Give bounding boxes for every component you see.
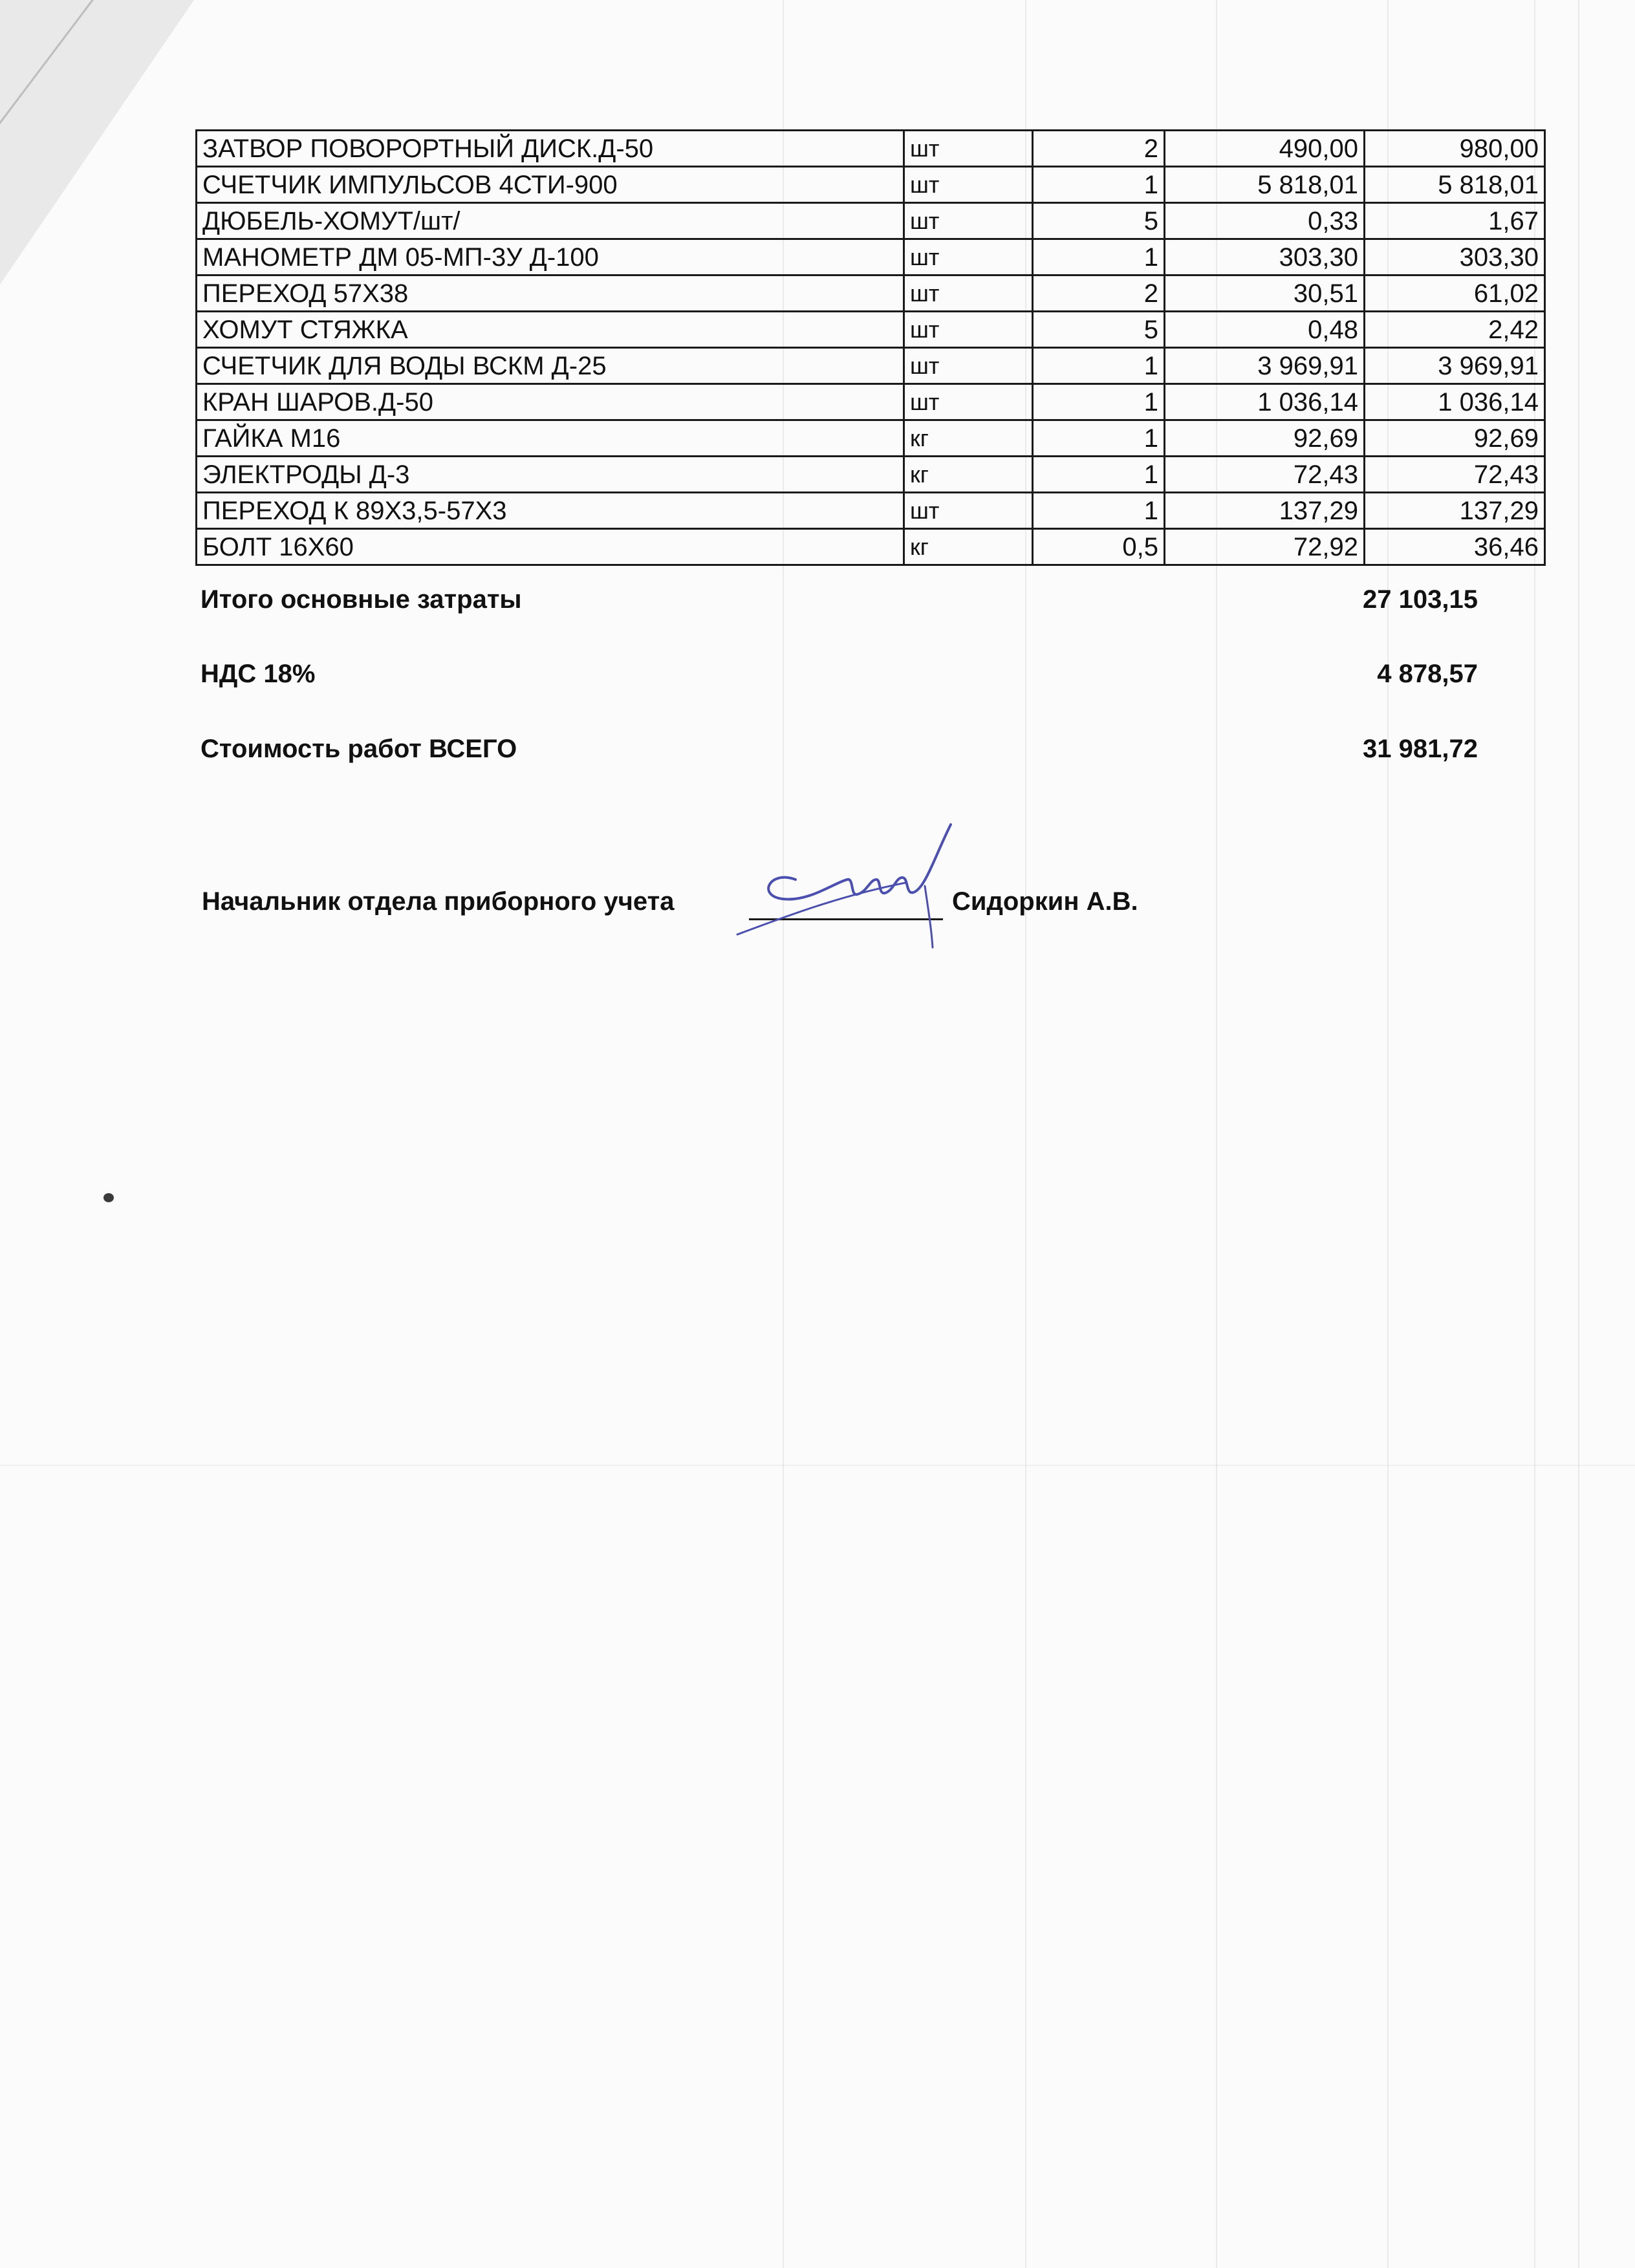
item-price: 490,00 [1165,131,1365,167]
item-price: 30,51 [1165,275,1365,312]
item-name: ПЕРЕХОД 57Х38 [197,275,904,312]
item-sum: 1 036,14 [1365,384,1545,420]
table-row [197,167,1545,203]
item-price: 0,48 [1165,312,1365,348]
table-row [197,312,1545,348]
item-qty: 0,5 [1033,529,1165,565]
item-sum: 61,02 [1365,275,1545,312]
item-price: 303,30 [1165,239,1365,275]
item-qty: 1 [1033,493,1165,529]
item-price: 72,43 [1165,457,1365,493]
total-base-value: 27 103,15 [1363,585,1478,614]
item-qty: 1 [1033,384,1165,420]
item-name: СЧЕТЧИК ДЛЯ ВОДЫ ВСКМ Д-25 [197,348,904,384]
total-grand-label: Стоимость работ ВСЕГО [200,735,517,763]
total-base-label: Итого основные затраты [200,585,522,614]
signatory-name: Сидоркин А.В. [952,887,1138,916]
item-sum: 303,30 [1365,239,1545,275]
item-sum: 36,46 [1365,529,1545,565]
table-row [197,348,1545,384]
item-unit: кг [904,529,1033,565]
total-base-row [200,585,1478,614]
table-row [197,239,1545,275]
item-qty: 5 [1033,203,1165,239]
item-name: ГАЙКА М16 [197,420,904,457]
item-name: ДЮБЕЛЬ-ХОМУТ/шт/ [197,203,904,239]
item-name: ЭЛЕКТРОДЫ Д-3 [197,457,904,493]
total-vat-value: 4 878,57 [1377,660,1478,688]
item-qty: 1 [1033,167,1165,203]
items-table [195,129,1546,566]
handwritten-signature [711,818,996,960]
item-sum: 980,00 [1365,131,1545,167]
paper-speck [103,1193,114,1202]
item-qty: 2 [1033,275,1165,312]
table-row [197,493,1545,529]
table-row [197,420,1545,457]
signatory-position: Начальник отдела приборного учета [202,887,675,916]
item-name: ХОМУТ СТЯЖКА [197,312,904,348]
item-name: МАНОМЕТР ДМ 05-МП-3У Д-100 [197,239,904,275]
item-sum: 137,29 [1365,493,1545,529]
table-row [197,275,1545,312]
item-unit: шт [904,384,1033,420]
item-name: КРАН ШАРОВ.Д-50 [197,384,904,420]
item-unit: шт [904,167,1033,203]
folded-corner [0,0,194,285]
item-qty: 5 [1033,312,1165,348]
item-name: ЗАТВОР ПОВОРОРТНЫЙ ДИСК.Д-50 [197,131,904,167]
item-sum: 5 818,01 [1365,167,1545,203]
item-sum: 92,69 [1365,420,1545,457]
item-price: 72,92 [1165,529,1365,565]
item-name: БОЛТ 16Х60 [197,529,904,565]
table-row [197,131,1545,167]
item-name: СЧЕТЧИК ИМПУЛЬСОВ 4СТИ-900 [197,167,904,203]
items-table-body [197,131,1545,565]
item-sum: 2,42 [1365,312,1545,348]
item-sum: 72,43 [1365,457,1545,493]
item-sum: 1,67 [1365,203,1545,239]
scan-streak [0,1465,1635,1466]
item-price: 0,33 [1165,203,1365,239]
item-qty: 1 [1033,348,1165,384]
item-unit: шт [904,203,1033,239]
item-price: 137,29 [1165,493,1365,529]
total-grand-value: 31 981,72 [1363,735,1478,763]
total-vat-row [200,660,1478,689]
item-unit: шт [904,131,1033,167]
item-qty: 1 [1033,420,1165,457]
table-row [197,384,1545,420]
item-price: 5 818,01 [1165,167,1365,203]
table-row [197,457,1545,493]
item-unit: шт [904,275,1033,312]
item-unit: шт [904,312,1033,348]
total-grand-row [200,735,1478,764]
item-sum: 3 969,91 [1365,348,1545,384]
item-qty: 1 [1033,239,1165,275]
item-price: 1 036,14 [1165,384,1365,420]
total-vat-label: НДС 18% [200,660,316,688]
item-unit: кг [904,420,1033,457]
item-unit: шт [904,493,1033,529]
item-qty: 2 [1033,131,1165,167]
item-unit: кг [904,457,1033,493]
item-price: 3 969,91 [1165,348,1365,384]
item-unit: шт [904,239,1033,275]
table-row [197,529,1545,565]
table-row [197,203,1545,239]
item-name: ПЕРЕХОД К 89Х3,5-57Х3 [197,493,904,529]
item-unit: шт [904,348,1033,384]
scan-streak [1578,0,1579,2268]
item-qty: 1 [1033,457,1165,493]
item-price: 92,69 [1165,420,1365,457]
